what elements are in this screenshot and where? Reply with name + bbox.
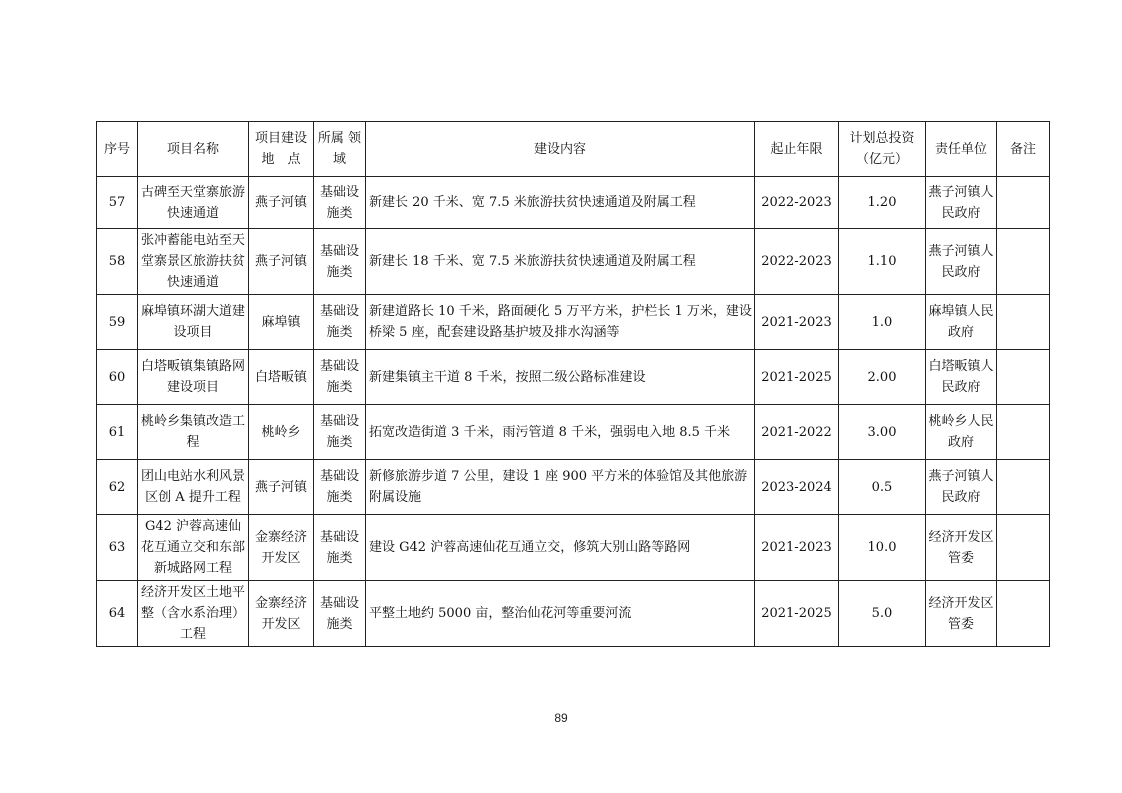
cell-field: 基础设施类 [314,460,366,515]
cell-remarks [997,460,1050,515]
cell-remarks [997,229,1050,295]
cell-period: 2021-2025 [755,581,839,647]
table-row [97,515,1050,581]
cell-location: 金寨经济开发区 [249,581,314,647]
cell-period: 2022-2023 [755,177,839,229]
cell-unit: 白塔畈镇人民政府 [926,350,997,405]
table-row [97,229,1050,295]
header-unit: 责任单位 [926,122,997,177]
cell-seq: 63 [97,515,138,581]
header-row [97,122,1050,177]
cell-field: 基础设施类 [314,405,366,460]
cell-remarks [997,581,1050,647]
cell-name: 麻埠镇环湖大道建设项目 [138,295,249,350]
cell-seq: 61 [97,405,138,460]
cell-unit: 燕子河镇人民政府 [926,229,997,295]
cell-unit: 桃岭乡人民政府 [926,405,997,460]
cell-content: 平整土地约 5000 亩，整治仙花河等重要河流 [366,581,755,647]
cell-name: 白塔畈镇集镇路网建设项目 [138,350,249,405]
cell-field: 基础设施类 [314,515,366,581]
cell-name: G42 沪蓉高速仙花互通立交和东部新城路网工程 [138,515,249,581]
cell-period: 2021-2023 [755,515,839,581]
cell-location: 燕子河镇 [249,177,314,229]
header-investment: 计划总投资 （亿元） [839,122,926,177]
cell-seq: 59 [97,295,138,350]
header-seq: 序号 [97,122,138,177]
cell-content: 拓宽改造街道 3 千米，雨污管道 8 千米，强弱电入地 8.5 千米 [366,405,755,460]
cell-seq: 64 [97,581,138,647]
cell-period: 2021-2025 [755,350,839,405]
cell-investment: 1.20 [839,177,926,229]
header-content: 建设内容 [366,122,755,177]
cell-remarks [997,177,1050,229]
cell-field: 基础设施类 [314,350,366,405]
cell-field: 基础设施类 [314,581,366,647]
cell-unit: 经济开发区管委 [926,515,997,581]
cell-location: 白塔畈镇 [249,350,314,405]
cell-name: 桃岭乡集镇改造工程 [138,405,249,460]
cell-content: 新建长 20 千米、宽 7.5 米旅游扶贫快速通道及附属工程 [366,177,755,229]
cell-location: 麻埠镇 [249,295,314,350]
header-name: 项目名称 [138,122,249,177]
cell-name: 团山电站水利风景区创 A 提升工程 [138,460,249,515]
cell-period: 2023-2024 [755,460,839,515]
cell-location: 燕子河镇 [249,460,314,515]
header-remarks: 备注 [997,122,1050,177]
cell-investment: 1.0 [839,295,926,350]
page-number: 89 [554,711,568,725]
cell-unit: 燕子河镇人民政府 [926,177,997,229]
cell-content: 新建集镇主干道 8 千米，按照二级公路标准建设 [366,350,755,405]
cell-name: 张冲蓄能电站至天堂寨景区旅游扶贫快速通道 [138,229,249,295]
table-row [97,405,1050,460]
cell-field: 基础设施类 [314,229,366,295]
cell-period: 2021-2023 [755,295,839,350]
cell-remarks [997,405,1050,460]
cell-location: 金寨经济开发区 [249,515,314,581]
cell-name: 经济开发区土地平整（含水系治理）工程 [138,581,249,647]
cell-investment: 1.10 [839,229,926,295]
header-location: 项目建设 地 点 [249,122,314,177]
cell-seq: 58 [97,229,138,295]
header-field: 所属 领域 [314,122,366,177]
cell-remarks [997,350,1050,405]
cell-investment: 3.00 [839,405,926,460]
cell-seq: 60 [97,350,138,405]
cell-investment: 5.0 [839,581,926,647]
cell-unit: 经济开发区管委 [926,581,997,647]
cell-seq: 57 [97,177,138,229]
cell-unit: 麻埠镇人民政府 [926,295,997,350]
cell-name: 古碑至天堂寨旅游快速通道 [138,177,249,229]
cell-location: 桃岭乡 [249,405,314,460]
cell-content: 新修旅游步道 7 公里，建设 1 座 900 平方米的体验馆及其他旅游附属设施 [366,460,755,515]
cell-content: 建设 G42 沪蓉高速仙花互通立交，修筑大别山路等路网 [366,515,755,581]
table-row [97,460,1050,515]
cell-content: 新建长 18 千米、宽 7.5 米旅游扶贫快速通道及附属工程 [366,229,755,295]
project-table [96,121,1050,647]
cell-investment: 2.00 [839,350,926,405]
cell-seq: 62 [97,460,138,515]
cell-period: 2022-2023 [755,229,839,295]
header-period: 起止年限 [755,122,839,177]
cell-remarks [997,295,1050,350]
cell-content: 新建道路长 10 千米，路面硬化 5 万平方米，护栏长 1 万米，建设桥梁 5 座，配套建设路基护坡及排水沟涵等 [366,295,755,350]
cell-field: 基础设施类 [314,295,366,350]
table-row [97,581,1050,647]
cell-remarks [997,515,1050,581]
table-row [97,295,1050,350]
cell-location: 燕子河镇 [249,229,314,295]
cell-investment: 0.5 [839,460,926,515]
cell-investment: 10.0 [839,515,926,581]
cell-period: 2021-2022 [755,405,839,460]
table-row [97,177,1050,229]
cell-unit: 燕子河镇人民政府 [926,460,997,515]
cell-field: 基础设施类 [314,177,366,229]
table-row [97,350,1050,405]
